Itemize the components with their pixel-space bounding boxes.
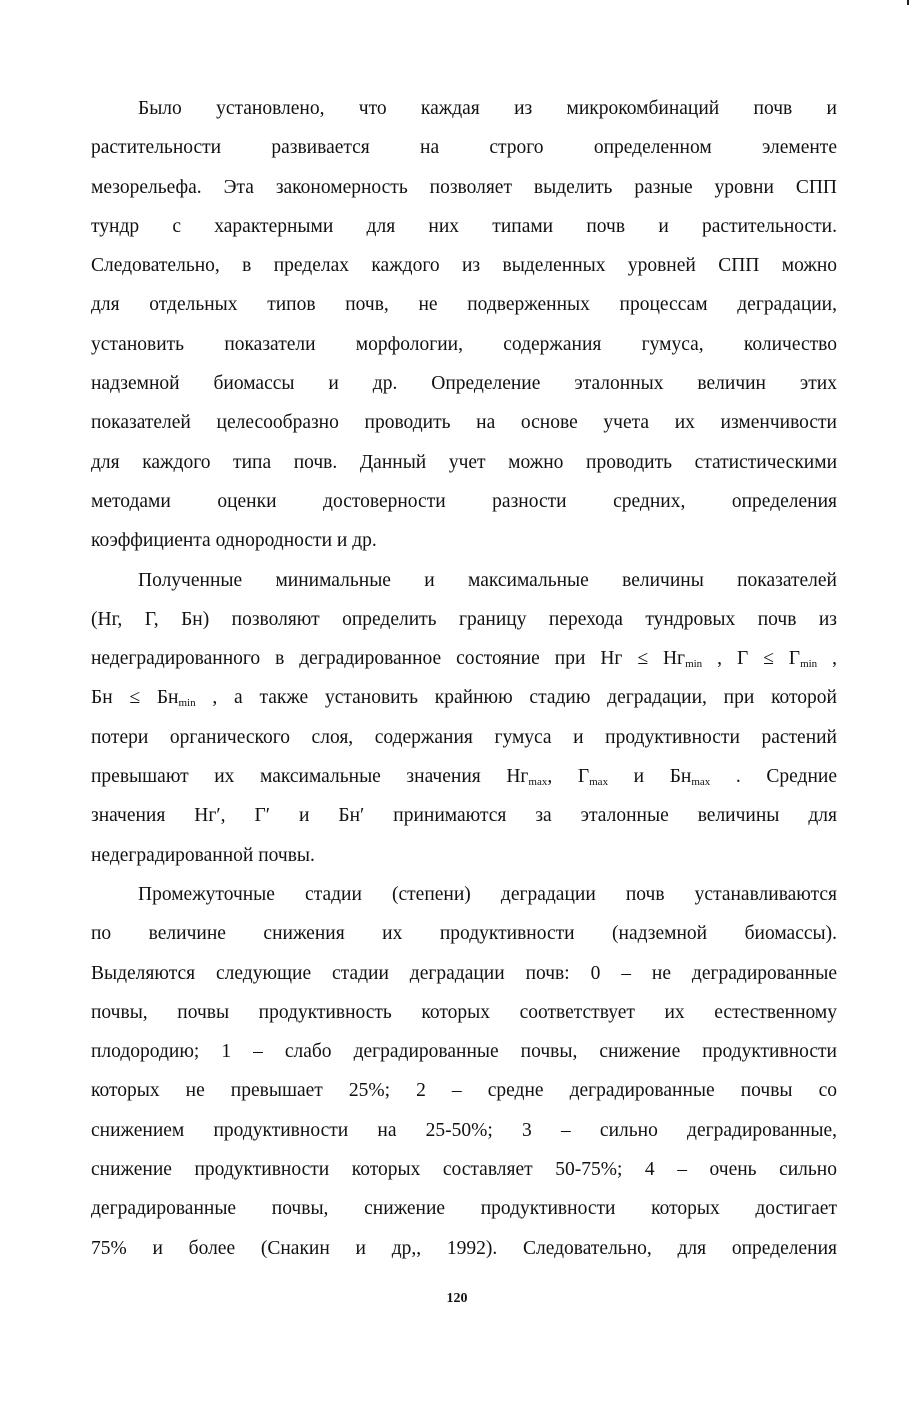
text-line: которых не превышает 25%; 2 – средне деградированные почвы со	[91, 1080, 837, 1102]
text-line: (Нг, Г, Бн) позволяют определить границу перехода тундровых почв из	[91, 608, 837, 630]
text-line: снижение продуктивности которых составляет 50-75%; 4 – очень сильно	[91, 1159, 837, 1181]
text-fragment: . Средние	[710, 766, 837, 788]
text-line: мезорельефа. Эта закономерность позволяет выделить разные уровни СПП	[91, 176, 837, 198]
text-line: потери органического слоя, содержания гумуса и продуктивности растений	[91, 726, 837, 748]
text-line-formula	[91, 678, 837, 717]
subscript: max	[528, 776, 548, 789]
text-line: деградированные почвы, снижение продуктивности которых достигает	[91, 1198, 837, 1220]
text-fragment: Бн ≤ Бн	[91, 687, 179, 709]
text-line: недеградированной почвы.	[91, 844, 315, 866]
text-fragment: превышают их максимальные значения Нг	[91, 766, 529, 788]
text-line: установить показатели морфологии, содержания гумуса, количество	[91, 333, 837, 355]
text-line: показателей целесообразно проводить на основе учета их изменчивости	[91, 412, 837, 434]
text-fragment: , Г	[547, 766, 590, 788]
text-line: по величине снижения их продуктивности (надземной биомассы).	[91, 923, 837, 945]
paragraph-1	[91, 89, 837, 561]
text-line: Выделяются следующие стадии деградации почв: 0 – не деградированные	[91, 962, 837, 984]
text-line: Полученные минимальные и максимальные величины показателей	[138, 569, 837, 591]
scan-corner-mark	[907, 0, 909, 5]
text-line: методами оценки достоверности разности средних, определения	[91, 490, 837, 512]
text-line: Было установлено, что каждая из микрокомбинаций почв и	[138, 98, 837, 119]
text-line: снижением продуктивности на 25-50%; 3 – сильно деградированные,	[91, 1119, 837, 1141]
text-fragment: и Бн	[608, 766, 692, 788]
text-line: растительности развивается на строго определенном элементе	[91, 137, 837, 159]
subscript: max	[691, 776, 711, 789]
subscript: min	[178, 697, 196, 710]
text-line: 75% и более (Снакин и др,, 1992). Следовательно, для определения	[91, 1237, 837, 1259]
text-fragment: , а также установить крайнюю стадию деградации, при которой	[195, 687, 837, 709]
text-line: надземной биомассы и др. Определение эталонных величин этих	[91, 373, 837, 395]
text-line: значения Нг′, Г′ и Бн′ принимаются за эталонные величины для	[91, 805, 837, 827]
text-line-formula	[91, 639, 837, 678]
document-text	[91, 89, 837, 1268]
paragraph-3	[91, 875, 837, 1268]
page-number: 120	[446, 1291, 468, 1306]
subscript: max	[589, 776, 609, 789]
text-fragment: ,	[817, 648, 837, 670]
text-fragment: , Г ≤ Г	[702, 648, 801, 670]
text-line: для отдельных типов почв, не подверженных процессам деградации,	[91, 294, 837, 316]
paragraph-2	[91, 561, 837, 875]
text-line: почвы, почвы продуктивность которых соответствует их естественному	[91, 1001, 837, 1023]
subscript: min	[800, 658, 818, 671]
text-line: тундр с характерными для них типами почв и растительности.	[91, 215, 837, 237]
text-line: для каждого типа почв. Данный учет можно проводить статистическими	[91, 451, 837, 473]
text-line: коэффициента однородности и др.	[91, 530, 377, 552]
subscript: min	[685, 658, 703, 671]
text-line: Промежуточные стадии (степени) деградации почв устанавливаются	[138, 883, 837, 905]
text-line-formula	[91, 757, 837, 796]
text-line: плодородию; 1 – слабо деградированные почвы, снижение продуктивности	[91, 1041, 837, 1063]
text-line: Следовательно, в пределах каждого из выделенных уровней СПП можно	[91, 255, 837, 277]
text-fragment: недеградированного в деградированное состояние при Нг ≤ Нг	[91, 648, 686, 670]
